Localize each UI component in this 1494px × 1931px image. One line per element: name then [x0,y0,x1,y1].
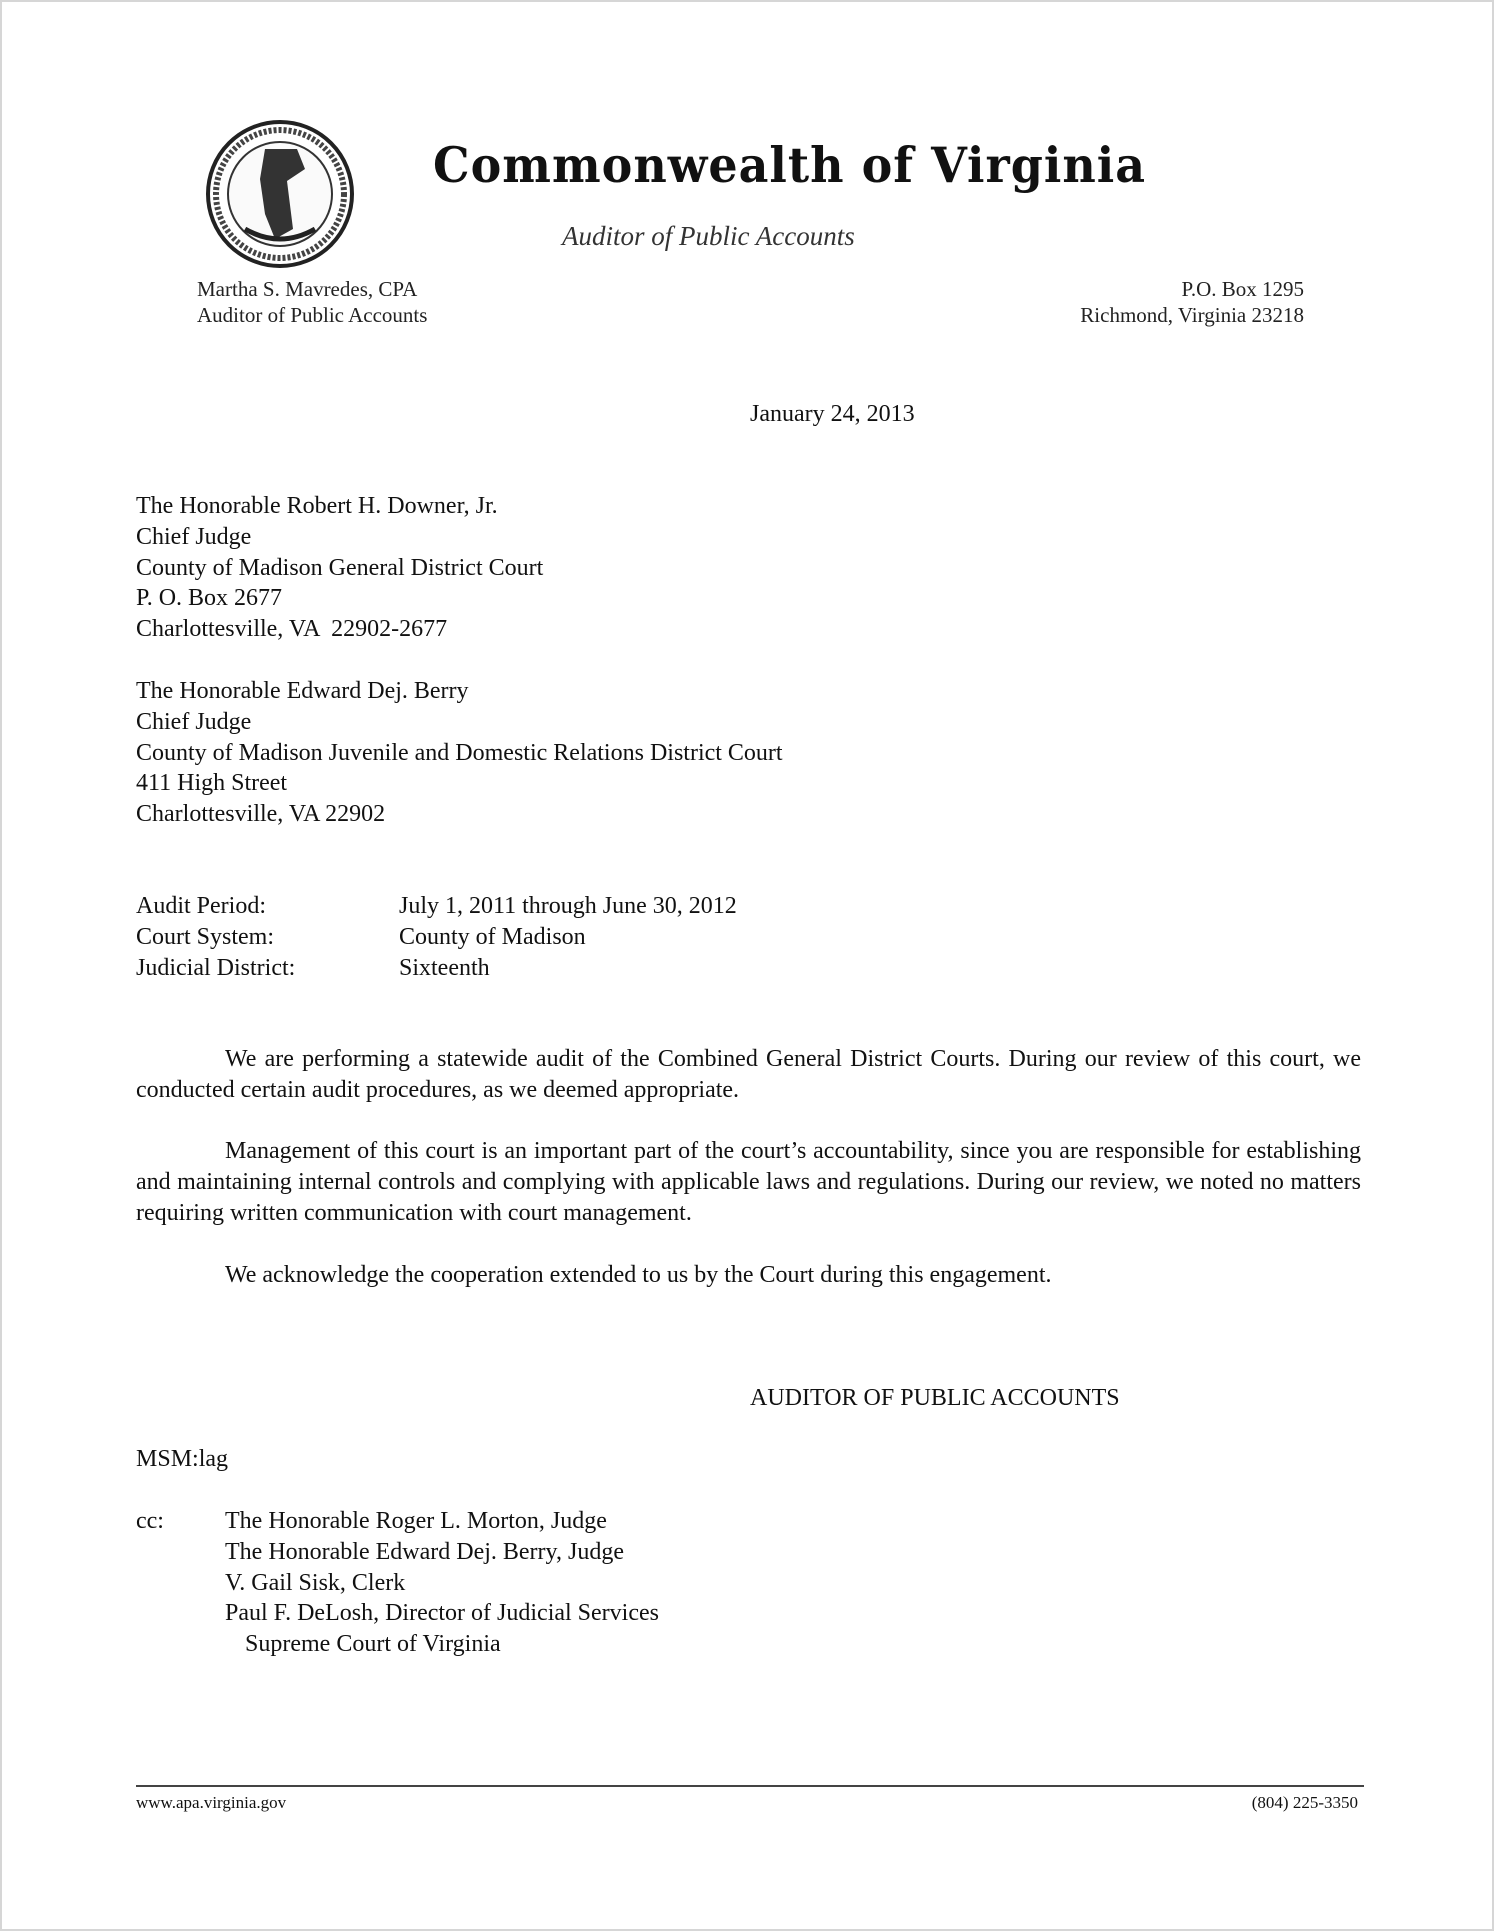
paragraph-1 [136,1044,1361,1106]
court-system-label: Court System: [136,923,275,950]
po-box: P.O. Box 1295 [1181,277,1304,301]
cc-item: V. Gail Sisk, Clerk [225,1569,406,1596]
address-line: The Honorable Edward Dej. Berry [136,678,469,704]
paragraph-3 [136,1260,1361,1291]
address-line: Charlottesville, VA 22902 [136,801,386,828]
letter-date: January 24, 2013 [750,401,915,427]
address-line: Chief Judge [136,523,252,550]
auditor-title: Auditor of Public Accounts [197,303,428,327]
recipient-address-1 [136,491,543,645]
judicial-district-value: Sixteenth [399,954,490,981]
address-line: County of Madison Juvenile and Domestic Relations District Court [136,739,783,766]
audit-info-values [399,891,737,983]
auditor-name: Martha S. Mavredes, CPA [197,277,418,301]
audit-period-label: Audit Period: [136,893,266,919]
audit-period-value: July 1, 2011 through June 30, 2012 [399,893,737,919]
paragraph-text: Management of this court is an important part of the court’s accountability, since you are responsible for establishing and maintaining internal controls and complying with applicable laws and regulations. During our review, we noted no matters requiring written communication with court management. [136,1138,1361,1226]
letterhead-subtitle: Auditor of Public Accounts [562,221,855,251]
cc-item: Supreme Court of Virginia [245,1631,501,1658]
footer-phone: (804) 225-3350 [1251,1793,1358,1812]
virginia-seal-icon [205,119,355,269]
paragraph-2 [136,1136,1361,1228]
address-line: The Honorable Robert H. Downer, Jr. [136,493,498,519]
paragraph-text: We are performing a statewide audit of the Combined General District Courts. During our review of this court, we conducted certain audit procedures, as we deemed appropriate. [136,1046,1361,1103]
judicial-district-label: Judicial District: [136,954,296,981]
recipient-address-2 [136,676,783,830]
cc-item: Paul F. DeLosh, Director of Judicial Services [225,1600,659,1627]
city-state: Richmond, Virginia 23218 [1080,303,1304,327]
footer-website: www.apa.virginia.gov [136,1793,287,1812]
letterhead-title: Commonwealth of Virginia [433,136,1147,194]
address-line: Charlottesville, VA 22902-2677 [136,616,448,643]
initials: MSM:lag [136,1446,229,1472]
auditor-name-block [197,276,427,328]
cc-item: The Honorable Edward Dej. Berry, Judge [225,1538,624,1565]
signature-block: AUDITOR OF PUBLIC ACCOUNTS [750,1385,1120,1411]
address-line: Chief Judge [136,708,252,735]
cc-item: The Honorable Roger L. Morton, Judge [225,1508,607,1534]
footer-divider [136,1785,1364,1787]
paragraph-text: We acknowledge the cooperation extended to us by the Court during this engagement. [225,1262,1052,1288]
cc-label: cc: [136,1508,164,1534]
office-address-block [1080,276,1304,328]
court-system-value: County of Madison [399,923,586,950]
audit-info-labels [136,891,295,983]
address-line: 411 High Street [136,770,288,797]
address-line: P. O. Box 2677 [136,585,283,612]
address-line: County of Madison General District Court [136,554,544,581]
cc-list [225,1506,659,1660]
